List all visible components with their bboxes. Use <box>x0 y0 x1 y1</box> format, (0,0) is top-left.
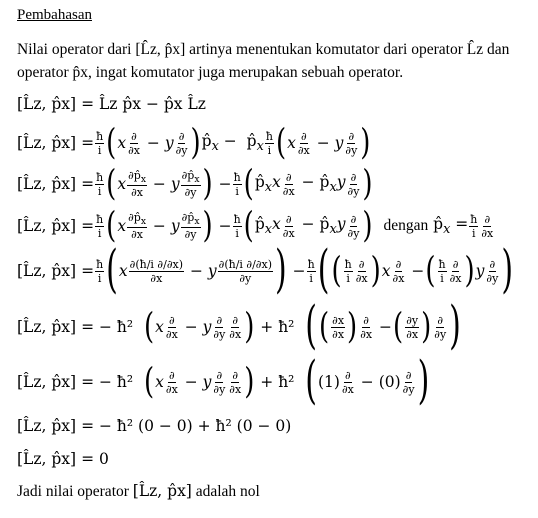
equation-7: [L̂z, p̂x] = − ħ² ( x $\frac{\partial}{\partial x}$ − y $\frac{\partial}{\partial y}$ $\frac{\partial}{\partial x}$ ) + ħ² ( (1) $\frac{\partial}{\partial x}$ − (0) $\frac{\partial}{\partial y}$ ) <box>17 351 430 411</box>
equation-1 <box>17 95 206 113</box>
commutator-lhs: [L̂z, p̂x] <box>17 217 77 236</box>
equation-9 <box>17 450 109 468</box>
commutator-lhs: [L̂z, p̂x] <box>17 262 77 280</box>
commutator-inline: [L̂z, p̂x] <box>132 482 192 500</box>
conclusion-pre: Jadi nilai operator <box>17 483 129 500</box>
commutator-lhs: [L̂z, p̂x] <box>17 450 77 468</box>
commutator-lhs: [L̂z, p̂x] <box>17 175 77 194</box>
equation-8-rhs: = − ħ² (0 − 0) + ħ² (0 − 0) <box>81 417 292 435</box>
commutator-lhs: [L̂z, p̂x] <box>17 373 77 391</box>
commutator-lhs: [L̂z, p̂x] <box>17 318 77 336</box>
commutator-lhs: [L̂z, p̂x] <box>17 134 77 152</box>
heading: Pembahasan <box>17 7 92 23</box>
equation-8 <box>17 417 291 435</box>
equation-4: [L̂z, p̂x] = $\frac{ħ}{i}$ ( x $\frac{\partial p̂_x}{\partial x}$ − y $\frac{\partial p̂_x}{\partial y}$ ) − $\frac{ħ}{i}$ ( $p̂_xx$ $\frac{\partial}{\partial x}$ − $p̂_xy$ $\frac{\partial}{\partial y}$ ) dengan $p̂_x$ = $\frac{ħ}{i}$ $\frac{\partial}{\partial x}$ <box>17 205 494 247</box>
substitution-text: dengan <box>383 217 429 235</box>
conclusion-post: adalah nol <box>195 483 260 500</box>
equation-6: [L̂z, p̂x] = − ħ² ( x $\frac{\partial}{\partial x}$ − y $\frac{\partial}{\partial y}$ $\frac{\partial}{\partial x}$ ) + ħ² ( ( $\frac{\partial x}{\partial x}$ ) $\frac{\partial}{\partial x}$ − ( $\frac{\partial y}{\partial x}$ ) $\frac{\partial}{\partial y}$ ) <box>17 296 461 356</box>
equation-9-rhs: = 0 <box>81 450 109 468</box>
equation-5: [L̂z, p̂x] = $\frac{ħ}{i}$ ( x $\frac{\partial(ħ/i \partial/\partial x)}{\partial x}$ − y $\frac{\partial(ħ/i \partial/\partial x)}{\partial y}$ ) − $\frac{ħ}{i}$ ( ( $\frac{ħ}{i}$ $\frac{\partial}{\partial x}$ ) x $\frac{\partial}{\partial x}$ − ( $\frac{ħ}{i}$ $\frac{\partial}{\partial x}$ ) y $\frac{\partial}{\partial y}$ ) <box>17 240 514 300</box>
equation-1-rhs-text: = L̂z p̂x − p̂x L̂z <box>81 95 206 113</box>
conclusion <box>17 482 260 501</box>
commutator-lhs: [L̂z, p̂x] <box>17 417 77 435</box>
equation-2: [L̂z, p̂x] = $\frac{ħ}{i}$ ( x $\frac{\partial}{\partial x}$ − y $\frac{\partial}{\partial y}$ ) $p̂_x$ − $p̂_x$ $\frac{ħ}{i}$ ( x $\frac{\partial}{\partial x}$ − y $\frac{\partial}{\partial y}$ ) <box>17 122 371 164</box>
intro-paragraph: Nilai operator dari [L̂z, p̂x] artinya menentukan komutator dari operator L̂z dan operator p̂x, ingat komutator juga merupakan sebuah operator. <box>17 41 510 81</box>
commutator-lhs: [L̂z, p̂x] <box>17 95 77 113</box>
equation-3: [L̂z, p̂x] = $\frac{ħ}{i}$ ( x $\frac{\partial p̂_x}{\partial x}$ − y $\frac{\partial p̂_x}{\partial y}$ ) − $\frac{ħ}{i}$ ( $p̂_xx$ $\frac{\partial}{\partial x}$ − $p̂_xy$ $\frac{\partial}{\partial y}$ ) <box>17 163 373 205</box>
